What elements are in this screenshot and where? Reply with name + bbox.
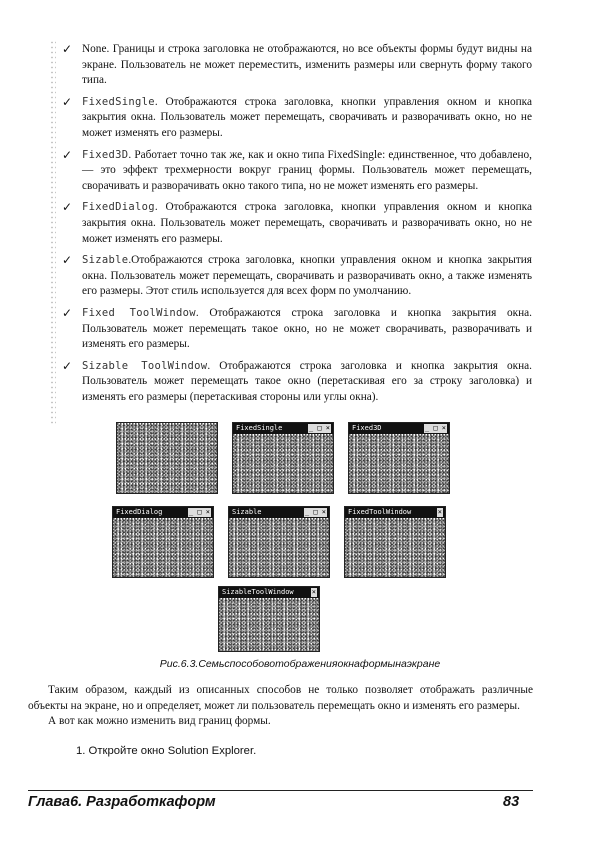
checkmark-icon: ✓ (62, 42, 73, 56)
bullet-text: .Отображаются строка заголовка, кнопки управления окном и кнопка закрытия окна. Пользователь может перемещать, сворачивать и разворачивать окно, а также изменять его размеры. Этот стиль используется для всех форм по умолчанию. (82, 254, 532, 298)
window-control-buttons: _ □ × (304, 508, 326, 516)
window-body (113, 518, 213, 577)
bullet-term: Fixed3D (82, 148, 129, 161)
window-none (116, 422, 218, 494)
bullet-fixedsingle (62, 95, 532, 142)
bullet-sizable-toolwindow (62, 359, 532, 406)
window-fixeddialog (112, 506, 214, 578)
window-sizable (228, 506, 330, 578)
checkmark-icon: ✓ (62, 200, 73, 215)
margin-scan-artifact (50, 40, 56, 425)
border-style-list (62, 42, 532, 411)
window-title: FixedSingle (236, 424, 283, 432)
bullet-fixed3d (62, 148, 532, 195)
figure-window-styles (100, 422, 510, 652)
window-body (345, 518, 445, 577)
window-title: Sizable (232, 508, 262, 516)
window-titlebar (229, 507, 329, 518)
bullet-sizable (62, 253, 532, 300)
window-body (229, 518, 329, 577)
checkmark-icon: ✓ (62, 253, 73, 268)
window-control-buttons: × (437, 508, 442, 516)
checkmark-icon: ✓ (62, 358, 73, 373)
window-body (219, 598, 319, 651)
window-sizable-toolwindow (218, 586, 320, 652)
figure-caption: Рис.6.3.Семьспособовотображенияокнаформынаэкране (159, 658, 441, 670)
window-control-buttons: × (311, 588, 316, 596)
window-titlebar (113, 507, 213, 518)
window-body (117, 423, 217, 493)
window-fixedsingle (232, 422, 334, 494)
window-title: Fixed3D (352, 424, 382, 432)
bullet-fixeddialog (62, 200, 532, 247)
bullet-term: FixedDialog (82, 201, 155, 214)
bullet-none (62, 42, 532, 89)
checkmark-icon: ✓ (62, 147, 73, 162)
bullet-text: . Границы и строка заголовка не отображаются, но все объекты формы будут видны на экране. Пользователь не может переместить, изменить размеры или свернуть форму такого типа. (82, 43, 532, 87)
window-control-buttons: _ □ × (188, 508, 210, 516)
window-fixed-toolwindow (344, 506, 446, 578)
footer-divider (28, 790, 533, 791)
window-body (349, 434, 449, 493)
paragraph: Таким образом, каждый из описанных способов не только позволяет отображать различные объекты на экране, но и определяет, может ли пользователь перемещать окно и изменять его размеры. (28, 684, 533, 712)
bullet-fixed-toolwindow (62, 306, 532, 353)
paragraph: А вот как можно изменить вид границ формы. (48, 715, 271, 727)
bullet-text: . Отображаются строка заголовка, кнопки управления окном и кнопка закрытия окна. Пользователь может перемещать, сворачивать и разворачивать окно, но не может изменять его размеры. (82, 201, 532, 245)
step-item: 1. Откройте окно Solution Explorer. (76, 745, 257, 757)
window-fixed3d (348, 422, 450, 494)
bullet-text: . Отображаются строка заголовка и кнопка закрытия окна. Пользователь может перемещать такое окно, но не может сворачивать, разворачивать и изменять его размеры. (82, 306, 532, 351)
window-titlebar (345, 507, 445, 518)
window-title: SizableToolWindow (222, 588, 294, 596)
chapter-title: Глава6. Разработкаформ (28, 794, 216, 810)
bullet-term: Sizable (82, 254, 129, 267)
window-titlebar (233, 423, 333, 434)
window-control-buttons: _ □ × (308, 424, 330, 432)
window-title: FixedDialog (116, 508, 163, 516)
bullet-term: Sizable ToolWindow (82, 359, 208, 372)
bullet-term: Fixed ToolWindow (82, 306, 196, 319)
window-body (233, 434, 333, 493)
window-title: FixedToolWindow (348, 508, 412, 516)
checkmark-icon: ✓ (62, 305, 73, 320)
bullet-term: FixedSingle (82, 95, 155, 108)
window-titlebar (349, 423, 449, 434)
bullet-text: . Отображаются строка заголовка и кнопка закрытия окна. Пользователь может перемещать такое окно (перетаскивая его за строку заголовка) и изменять его размеры (перетаскивая стороны или углы окна). (82, 359, 533, 403)
bullet-text: . Отображаются строка заголовка, кнопки управления окном и кнопка закрытия окна. Пользователь может перемещать, сворачивать и разворачивать окно, но не может изменять его размеры. (82, 95, 532, 139)
bullet-term: None (82, 43, 107, 55)
bullet-text: . Работает точно так же, как и окно типа FixedSingle: единственное, что добавлено, — это эффект трехмерности вокруг границ формы. Пользователь может перемещать, сворачивать и разворачивать окно такого типа, но не может изменять его размеры. (82, 148, 532, 192)
window-titlebar (219, 587, 319, 598)
page-number: 83 (503, 794, 520, 810)
window-control-buttons: _ □ × (424, 424, 446, 432)
body-text (28, 683, 533, 730)
checkmark-icon: ✓ (62, 94, 73, 109)
